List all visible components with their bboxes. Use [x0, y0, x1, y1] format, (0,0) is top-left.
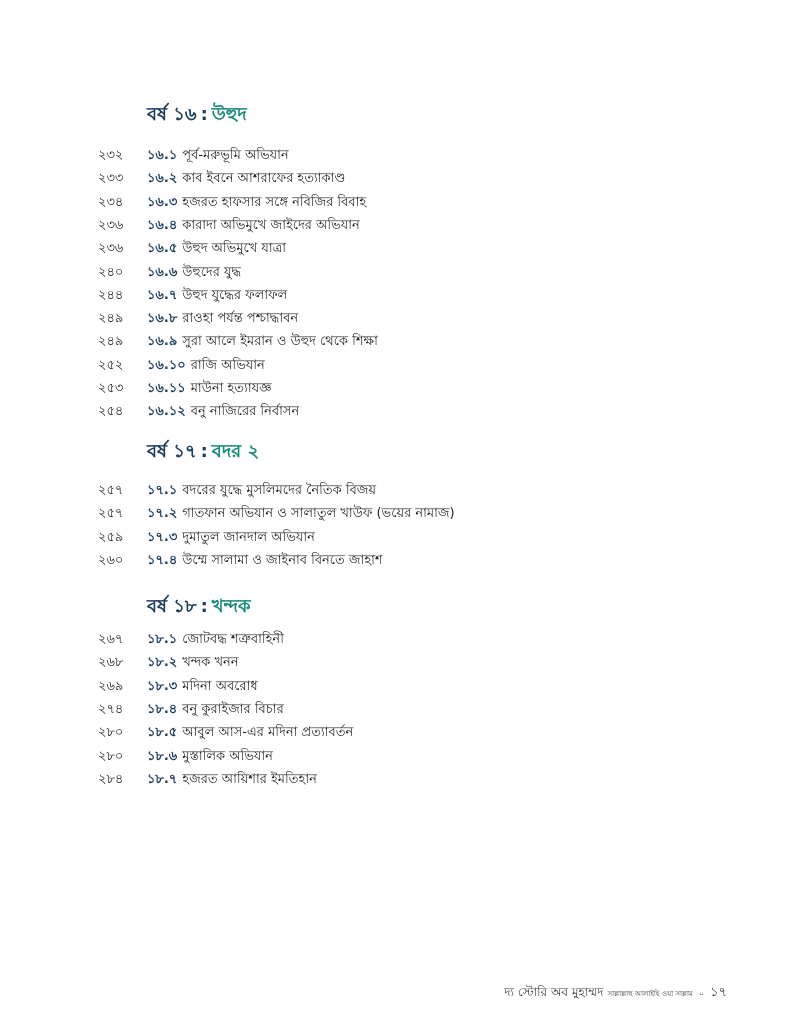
- section-heading: [147, 100, 247, 130]
- toc-page-number: ২৫২: [98, 357, 124, 373]
- toc-chapter-number: ১৮.৩: [147, 678, 178, 694]
- toc-entry[interactable]: [0, 379, 787, 402]
- toc-chapter-number: ১৭.১: [147, 483, 178, 498]
- toc-entry[interactable]: [0, 402, 787, 425]
- toc-page-number: ২৮০: [98, 725, 124, 741]
- toc-entry[interactable]: [0, 286, 787, 309]
- toc-chapter-number: ১৭.৪: [147, 552, 178, 568]
- toc-page-number: ২৫৯: [98, 529, 124, 545]
- section-year: বর্ষ ১৬: [147, 104, 197, 125]
- toc-page-number: ২৬৮: [98, 655, 124, 671]
- toc-page-number: ২৮৪: [98, 771, 124, 787]
- toc-chapter-title: হজরত আয়িশার ইমতিহান: [182, 771, 317, 787]
- section-year: বর্ষ ১৮: [147, 596, 197, 617]
- toc-chapter-number: ১৮.২: [147, 655, 178, 671]
- toc-page-number: ২৪০: [98, 264, 124, 280]
- section-heading: [147, 592, 251, 622]
- toc-page-number: ২৩৬: [98, 217, 124, 233]
- section-colon: :: [200, 596, 208, 617]
- toc-chapter-number: ১৮.৬: [147, 748, 178, 764]
- toc-chapter-title: পূর্ব-মরুভূমি অভিযান: [182, 148, 289, 163]
- toc-chapter-title: উহুদ অভিমুখে যাত্রা: [182, 241, 287, 257]
- toc-entry[interactable]: [0, 332, 787, 355]
- toc-chapter-title: মুস্তালিক অভিযান: [182, 748, 273, 764]
- toc-page-number: ২৫৭: [98, 506, 124, 522]
- toc-page-number: ২৫৩: [98, 381, 124, 396]
- toc-chapter-number: ১৬.২: [147, 171, 178, 187]
- toc-page-number: ২৪৯: [98, 311, 124, 327]
- toc-chapter-number: ১৬.১০: [147, 357, 186, 373]
- toc-entry[interactable]: [0, 309, 787, 332]
- toc-entry[interactable]: [0, 653, 787, 676]
- toc-chapter-title: কারাদা অভিমুখে জাইদের অভিযান: [182, 217, 360, 233]
- toc-entry[interactable]: [0, 747, 787, 770]
- toc-entry[interactable]: [0, 677, 787, 700]
- toc-entry[interactable]: [0, 528, 787, 551]
- toc-chapter-number: ১৬.১২: [147, 404, 186, 420]
- toc-chapter-title: উহুদের যুদ্ধ: [182, 264, 242, 280]
- toc-chapter-number: ১৬.৪: [147, 217, 178, 233]
- toc-chapter-title: খন্দক খনন: [182, 655, 239, 671]
- toc-chapter-title: উম্মে সালামা ও জাইনাব বিনতে জাহাশ: [182, 552, 383, 568]
- page-footer: [504, 981, 727, 1001]
- toc-entry[interactable]: [0, 551, 787, 574]
- section-year: বর্ষ ১৭: [147, 441, 197, 462]
- toc-page-number: ২৩৬: [98, 241, 124, 257]
- toc-entry[interactable]: [0, 630, 787, 653]
- toc-entry[interactable]: [0, 700, 787, 723]
- toc-chapter-number: ১৬.১: [147, 148, 178, 163]
- toc-entry[interactable]: [0, 193, 787, 216]
- toc-entry[interactable]: [0, 169, 787, 192]
- toc-chapter-number: ১৮.৭: [147, 771, 178, 787]
- toc-chapter-title: আবুল আস-এর মদিনা প্রত্যাবর্তন: [182, 725, 354, 741]
- toc-entry[interactable]: [0, 263, 787, 286]
- toc-entry[interactable]: [0, 356, 787, 379]
- toc-chapter-title: দুমাতুল জানদাল অভিযান: [182, 529, 315, 545]
- toc-page-number: ২৬৯: [98, 678, 124, 694]
- section-heading: [147, 437, 259, 467]
- toc-chapter-number: ১৭.২: [147, 506, 178, 522]
- toc-chapter-title: বনু নাজিরের নির্বাসন: [190, 404, 300, 420]
- toc-page-number: ২৮০: [98, 748, 124, 764]
- toc-chapter-title: সুরা আলে ইমরান ও উহুদ থেকে শিক্ষা: [182, 334, 378, 350]
- section-colon: :: [200, 104, 208, 125]
- toc-chapter-title: কাব ইবনে আশরাফের হত্যাকাণ্ড: [182, 171, 346, 187]
- toc-entry[interactable]: [0, 216, 787, 239]
- toc-chapter-title: মদিনা অবরোধ: [182, 678, 258, 694]
- page-number: ১৭: [710, 985, 727, 1000]
- toc-chapter-number: ১৬.১১: [147, 381, 186, 396]
- toc-entry[interactable]: [0, 770, 787, 793]
- footer-separator: ০: [698, 989, 705, 998]
- toc-entry[interactable]: [0, 481, 787, 504]
- salutation-text: সাল্লাল্লাহু আলাইহি ওয়া সাল্লাম: [607, 990, 693, 998]
- toc-chapter-title: বনু কুরাইজার বিচার: [182, 701, 284, 717]
- toc-page-number: ২৫৭: [98, 483, 124, 498]
- book-title: দ্য স্টোরি অব মুহাম্মদ: [504, 985, 604, 999]
- toc-page-number: ২৫৪: [98, 404, 124, 420]
- toc-chapter-number: ১৮.৪: [147, 701, 178, 717]
- toc-page-number: ২৪৯: [98, 334, 124, 350]
- toc-entry[interactable]: [0, 239, 787, 262]
- toc-page-number: ২৩৩: [98, 171, 124, 187]
- toc-page-number: ২৪৪: [98, 287, 124, 303]
- toc-chapter-number: ১৮.১: [147, 632, 178, 647]
- section-name: বদর ২: [211, 441, 260, 462]
- toc-page-number: ২৬৭: [98, 632, 124, 647]
- toc-page-number: ২৬০: [98, 552, 124, 568]
- toc-chapter-title: মাউনা হত্যাযজ্ঞ: [190, 381, 272, 396]
- toc-chapter-number: ১৮.৫: [147, 725, 178, 741]
- toc-chapter-title: রাজি অভিযান: [190, 357, 265, 373]
- toc-page-number: ২৭৪: [98, 701, 124, 717]
- section-name: উহুদ: [211, 104, 247, 125]
- toc-chapter-title: উহুদ যুদ্ধের ফলাফল: [182, 287, 288, 303]
- toc-chapter-number: ১৬.৯: [147, 334, 178, 350]
- toc-chapter-number: ১৬.৮: [147, 311, 178, 327]
- toc-entry[interactable]: [0, 504, 787, 527]
- toc-chapter-number: ১৬.৬: [147, 264, 178, 280]
- toc-chapter-number: ১৬.৫: [147, 241, 178, 257]
- toc-page-number: ২৩৪: [98, 194, 124, 210]
- toc-page-number: ২৩২: [98, 148, 124, 163]
- toc-chapter-number: ১৬.৭: [147, 287, 178, 303]
- toc-chapter-title: গাতফান অভিযান ও সালাতুল খাউফ (ভয়ের নামাজ): [182, 506, 455, 522]
- toc-entry[interactable]: [0, 146, 787, 169]
- toc-chapter-number: ১৬.৩: [147, 194, 178, 210]
- toc-chapter-title: জোটবদ্ধ শত্রুবাহিনী: [182, 632, 284, 647]
- toc-chapter-title: বদরের যুদ্ধে মুসলিমদের নৈতিক বিজয়: [182, 483, 377, 498]
- section-name: খন্দক: [211, 596, 251, 617]
- section-colon: :: [200, 441, 208, 462]
- toc-chapter-number: ১৭.৩: [147, 529, 178, 545]
- toc-chapter-title: রাওহা পর্যন্ত পশ্চাদ্ধাবন: [182, 311, 299, 327]
- toc-chapter-title: হজরত হাফসার সঙ্গে নবিজির বিবাহ: [182, 194, 367, 210]
- toc-entry[interactable]: [0, 723, 787, 746]
